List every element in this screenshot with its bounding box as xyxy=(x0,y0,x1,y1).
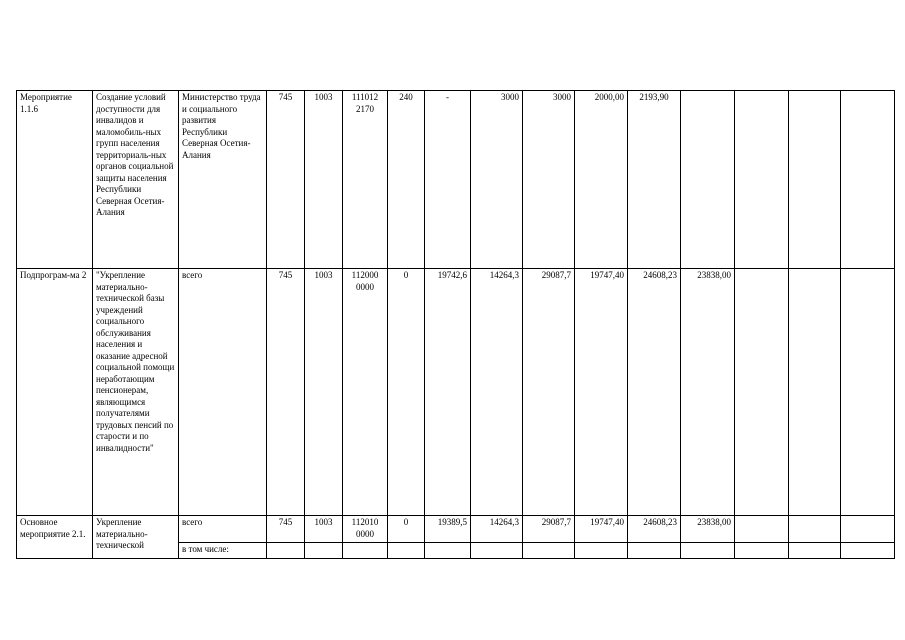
table-row xyxy=(17,269,895,516)
row-name: Основное мероприятие 2.1. xyxy=(17,516,93,559)
cell-value xyxy=(735,91,789,269)
row-description: Укрепление материально-технической xyxy=(93,516,179,559)
cell-value: 24608,23 xyxy=(628,516,681,543)
budget-table xyxy=(16,90,895,559)
cell-value: 23838,00 xyxy=(681,516,735,543)
table-row xyxy=(17,91,895,269)
empty-cell xyxy=(523,543,575,559)
cell-csr: 112000 0000 xyxy=(343,269,388,516)
empty-cell xyxy=(471,543,523,559)
row-description: Создание условий доступности для инвалидов и маломобиль-ных групп населения территориаль-ных органов социальной защиты населения Республики Северная Осетия-Алания xyxy=(93,91,179,269)
cell-value: 29087,7 xyxy=(523,516,575,543)
cell-rzpr: 1003 xyxy=(305,269,343,516)
cell-vr: 240 xyxy=(388,91,425,269)
empty-cell xyxy=(789,543,841,559)
row-description: "Укрепление материально-технической базы учреждений социального обслуживания населения и оказание адресной социальной помощи неработающим пенсионерам, являющимся получателями трудовых пенсий по старости и по инвалидности" xyxy=(93,269,179,516)
empty-cell xyxy=(267,543,305,559)
cell-value xyxy=(681,91,735,269)
cell-value xyxy=(789,91,841,269)
cell-value xyxy=(789,269,841,516)
table-row xyxy=(17,516,895,543)
cell-value: 19742,6 xyxy=(425,269,471,516)
cell-value: 14264,3 xyxy=(471,516,523,543)
cell-value: 24608,23 xyxy=(628,269,681,516)
cell-rzpr: 1003 xyxy=(305,516,343,543)
cell-value: 3000 xyxy=(523,91,575,269)
cell-value: 19389,5 xyxy=(425,516,471,543)
empty-cell xyxy=(305,543,343,559)
empty-cell xyxy=(681,543,735,559)
cell-value xyxy=(841,91,895,269)
cell-value: 2193,90 xyxy=(628,91,681,269)
cell-value xyxy=(841,516,895,543)
cell-grbs: 745 xyxy=(267,516,305,543)
empty-cell xyxy=(343,543,388,559)
cell-value xyxy=(735,269,789,516)
cell-value: - xyxy=(425,91,471,269)
row-name: Подпрограм-ма 2 xyxy=(17,269,93,516)
row-executor: Министерство труда и социального развития Республики Северная Осетия-Алания xyxy=(179,91,267,269)
empty-cell xyxy=(425,543,471,559)
cell-value: 3000 xyxy=(471,91,523,269)
cell-grbs: 745 xyxy=(267,91,305,269)
cell-value: 19747,40 xyxy=(575,269,628,516)
row-name: Мероприятие 1.1.6 xyxy=(17,91,93,269)
row-executor: всего xyxy=(179,269,267,516)
cell-rzpr: 1003 xyxy=(305,91,343,269)
empty-cell xyxy=(841,543,895,559)
row-executor: всего xyxy=(179,516,267,543)
cell-value xyxy=(789,516,841,543)
empty-cell xyxy=(628,543,681,559)
cell-grbs: 745 xyxy=(267,269,305,516)
cell-value xyxy=(841,269,895,516)
cell-vr: 0 xyxy=(388,269,425,516)
cell-vr: 0 xyxy=(388,516,425,543)
empty-cell xyxy=(735,543,789,559)
cell-value: 19747,40 xyxy=(575,516,628,543)
cell-csr: 111012 2170 xyxy=(343,91,388,269)
cell-csr: 112010 0000 xyxy=(343,516,388,543)
cell-value: 23838,00 xyxy=(681,269,735,516)
row-executor: в том числе: xyxy=(179,543,267,559)
cell-value xyxy=(735,516,789,543)
empty-cell xyxy=(388,543,425,559)
cell-value: 14264,3 xyxy=(471,269,523,516)
cell-value: 2000,00 xyxy=(575,91,628,269)
cell-value: 29087,7 xyxy=(523,269,575,516)
empty-cell xyxy=(575,543,628,559)
